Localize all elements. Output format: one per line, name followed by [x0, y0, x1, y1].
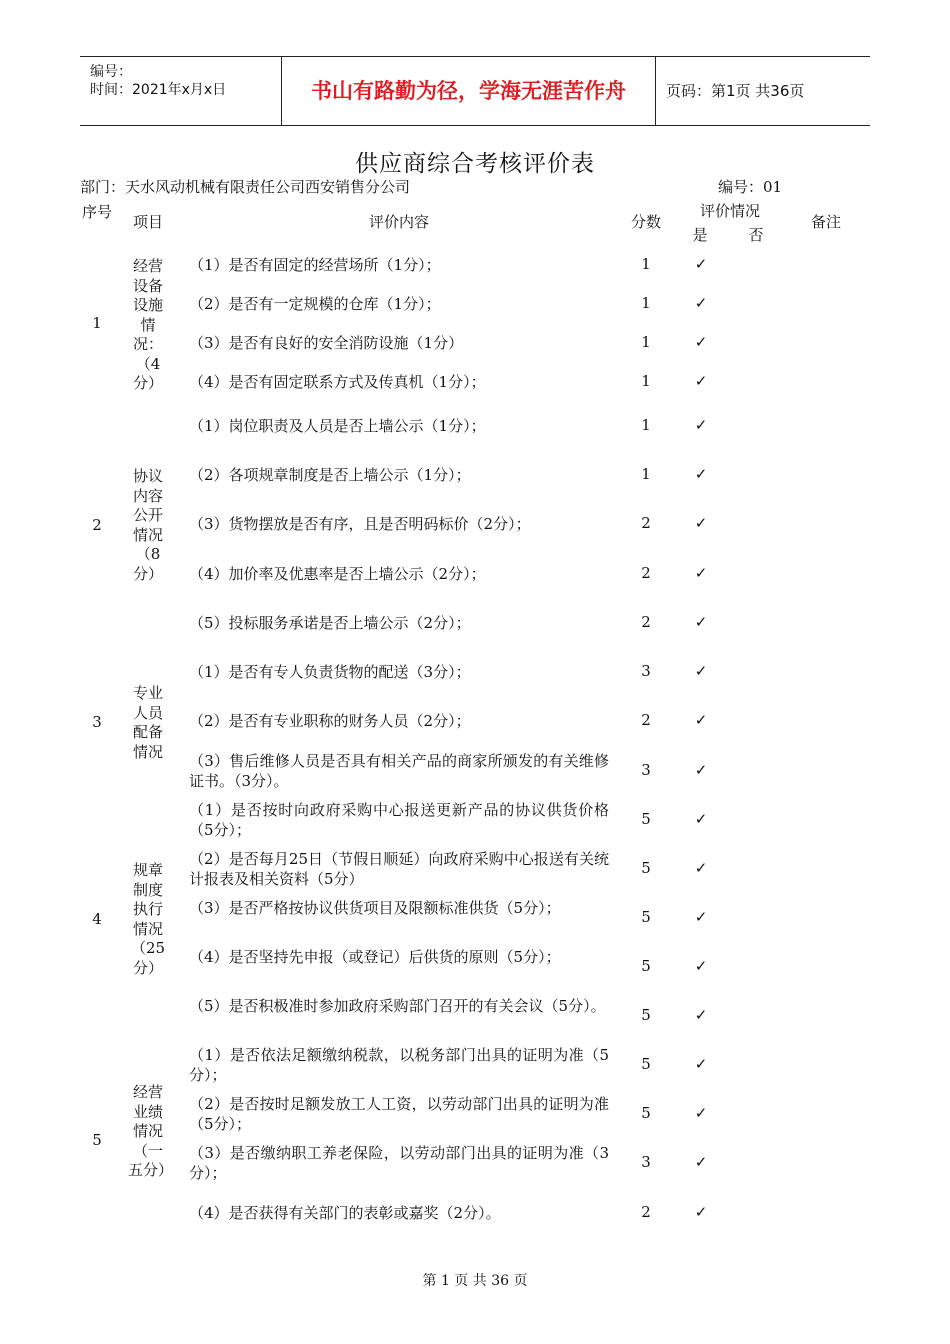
page-title: 供应商综合考核评价表: [355, 151, 595, 177]
check-mark-icon: ✓: [694, 859, 708, 877]
criterion-text: （3）是否严格按协议供货项目及限额标准供货（5分）；: [189, 899, 561, 917]
criterion-score: 5: [641, 1055, 651, 1073]
column-header-remark: 备注: [810, 213, 841, 231]
criterion-text: （3）是否缴纳职工养老保险，以劳动部门出具的证明为准（3分）；: [189, 1144, 609, 1182]
criterion-text: （1）岗位职责及人员是否上墙公示（1分）；: [189, 417, 486, 435]
check-mark-icon: ✓: [694, 662, 708, 680]
criterion-score: 1: [641, 255, 651, 273]
group-seq: 3: [92, 713, 102, 731]
group-item: 专业人员配备情况: [132, 684, 163, 761]
check-mark-icon: ✓: [694, 255, 708, 273]
criterion-score: 5: [641, 957, 651, 975]
header-time-label: 时间：2021年x月x日: [90, 82, 227, 98]
group-item: 经营设备设施情况：（4分）: [132, 257, 163, 392]
criterion-text: （4）是否坚持先申报（或登记）后供货的原则（5分）；: [189, 948, 561, 966]
group-seq: 1: [92, 314, 102, 332]
criterion-score: 5: [641, 1104, 651, 1122]
criterion-score: 1: [641, 372, 651, 390]
group-item: 协议内容公开情况（8分）: [132, 467, 163, 583]
group-item: 经营业绩情况（一五分）: [128, 1083, 174, 1179]
group-seq: 4: [92, 910, 102, 928]
criterion-score: 3: [641, 1153, 651, 1171]
criterion-text: （5）投标服务承诺是否上墙公示（2分）；: [189, 614, 471, 632]
check-mark-icon: ✓: [694, 957, 708, 975]
check-mark-icon: ✓: [694, 761, 708, 779]
criterion-text: （3）售后维修人员是否具有相关产品的商家所颁发的有关维修证书。（3分）。: [189, 752, 609, 790]
criterion-score: 1: [641, 294, 651, 312]
group-item: 规章制度执行情况（25分）: [130, 861, 166, 977]
group-seq: 2: [92, 516, 102, 534]
criterion-score: 3: [641, 662, 651, 680]
header-number-label: 编号：: [90, 64, 132, 80]
criterion-score: 1: [641, 465, 651, 483]
check-mark-icon: ✓: [694, 1153, 708, 1171]
check-mark-icon: ✓: [694, 465, 708, 483]
criterion-score: 5: [641, 810, 651, 828]
department-label: 部门：天水风动机械有限责任公司西安销售分公司: [80, 178, 411, 196]
header-page-label: 页码：第1页 共36页: [666, 82, 805, 100]
column-header-no: 否: [748, 226, 764, 244]
check-mark-icon: ✓: [694, 1203, 708, 1221]
criterion-score: 3: [641, 761, 651, 779]
criterion-text: （2）是否有专业职称的财务人员（2分）；: [189, 712, 471, 730]
check-mark-icon: ✓: [694, 416, 708, 434]
criterion-text: （3）是否有良好的安全消防设施（1分）: [189, 334, 464, 352]
criterion-text: （1）是否有专人负责货物的配送（3分）；: [189, 663, 471, 681]
group-seq: 5: [92, 1131, 102, 1149]
criterion-score: 2: [641, 613, 651, 631]
criterion-text: （1）是否有固定的经营场所（1分）；: [189, 256, 441, 274]
column-header-item: 项目: [132, 213, 163, 231]
header-meta-cell: [80, 57, 281, 125]
column-header-seq: 序号: [81, 203, 112, 221]
criterion-score: 1: [641, 333, 651, 351]
criterion-score: 5: [641, 908, 651, 926]
column-header-eval: 评价情况: [699, 202, 760, 220]
doc-number-label: 编号：01: [718, 178, 783, 196]
column-header-yes: 是: [692, 226, 708, 244]
page-footer: 第 1 页 共 36 页: [422, 1273, 528, 1289]
criterion-text: （2）是否按时足额发放工人工资，以劳动部门出具的证明为准（5分）；: [189, 1095, 609, 1133]
criterion-text: （1）是否按时向政府采购中心报送更新产品的协议供货价格（5分）；: [189, 801, 609, 839]
check-mark-icon: ✓: [694, 372, 708, 390]
check-mark-icon: ✓: [694, 810, 708, 828]
criterion-text: （3）货物摆放是否有序，且是否明码标价（2分）；: [189, 515, 531, 533]
check-mark-icon: ✓: [694, 711, 708, 729]
criterion-score: 2: [641, 564, 651, 582]
criterion-text: （5）是否积极准时参加政府采购部门召开的有关会议（5分）。: [189, 997, 606, 1015]
criterion-score: 2: [641, 514, 651, 532]
criterion-text: （1）是否依法足额缴纳税款，以税务部门出具的证明为准（5分）；: [189, 1046, 609, 1084]
check-mark-icon: ✓: [694, 1055, 708, 1073]
column-header-score: 分数: [630, 213, 661, 231]
criterion-text: （4）是否获得有关部门的表彰或嘉奖（2分）。: [189, 1204, 501, 1222]
criterion-score: 1: [641, 416, 651, 434]
check-mark-icon: ✓: [694, 1006, 708, 1024]
criterion-text: （2）是否每月25日（节假日顺延）向政府采购中心报送有关统计报表及相关资料（5分）: [189, 850, 609, 888]
column-header-content: 评价内容: [368, 213, 429, 231]
criterion-score: 5: [641, 859, 651, 877]
criterion-score: 5: [641, 1006, 651, 1024]
check-mark-icon: ✓: [694, 514, 708, 532]
check-mark-icon: ✓: [694, 1104, 708, 1122]
document-header: [80, 56, 870, 126]
criterion-text: （2）是否有一定规模的仓库（1分）；: [189, 295, 441, 313]
criterion-score: 2: [641, 1203, 651, 1221]
check-mark-icon: ✓: [694, 613, 708, 631]
criterion-score: 2: [641, 711, 651, 729]
check-mark-icon: ✓: [694, 333, 708, 351]
criterion-text: （4）是否有固定联系方式及传真机（1分）；: [189, 373, 486, 391]
header-motto: 书山有路勤为径，学海无涯苦作舟: [281, 57, 656, 125]
check-mark-icon: ✓: [694, 294, 708, 312]
criterion-text: （4）加价率及优惠率是否上墙公示（2分）；: [189, 565, 486, 583]
check-mark-icon: ✓: [694, 564, 708, 582]
check-mark-icon: ✓: [694, 908, 708, 926]
criterion-text: （2）各项规章制度是否上墙公示（1分）；: [189, 466, 471, 484]
